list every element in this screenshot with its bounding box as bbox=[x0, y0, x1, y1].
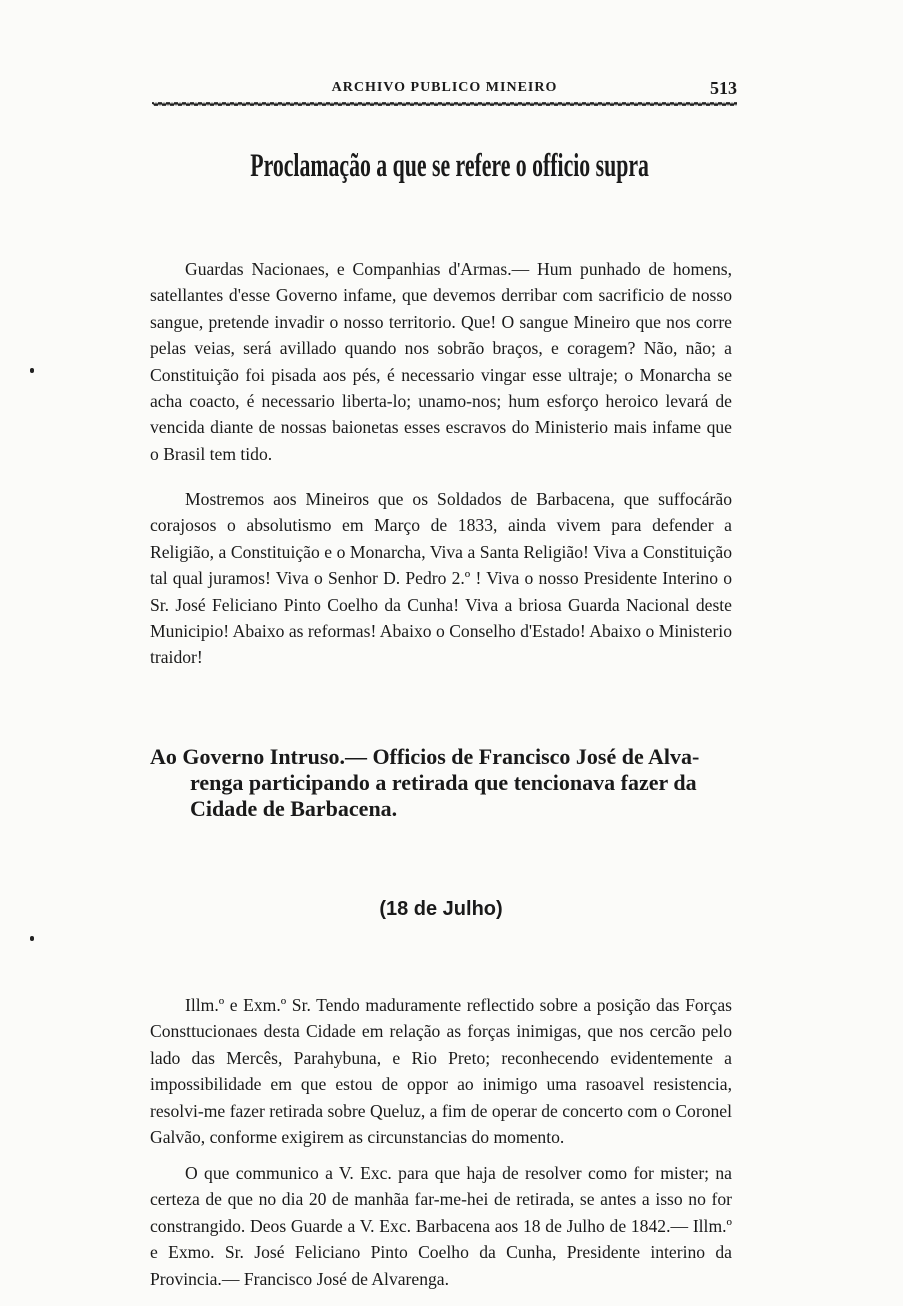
page-number: 513 bbox=[710, 78, 737, 98]
date-heading: (18 de Julho) bbox=[379, 898, 503, 920]
running-header bbox=[152, 78, 737, 102]
running-title: ARCHIVO PUBLICO MINEIRO bbox=[331, 80, 558, 95]
paragraph-text: Illm.º e Exm.º Sr. Tendo maduramente reflectido sobre a posição das Forças Consttucionaes desta Cidade em relação as forças inimigas, que nos cercão pelo lado das Mercês, Parahybuna, e Rio Preto; reconhecendo evidentemente a impossibilidade em que estou de oppor ao inimigo uma rasoavel resistencia, resolvi-me fazer retirada sobre Queluz, a fim de operar de concerto com o Coronel Galvão, conforme exigirem as circunstancias do momento. bbox=[150, 995, 732, 1148]
proclamation-paragraph-2 bbox=[150, 486, 732, 671]
header-wavy-rule bbox=[152, 100, 737, 108]
stray-ink-mark bbox=[30, 368, 34, 373]
section-heading-line-3: Cidade de Barbacena. bbox=[190, 796, 398, 821]
stray-ink-mark bbox=[30, 936, 34, 941]
section-heading bbox=[150, 744, 732, 822]
paragraph-text: Guardas Nacionaes, e Companhias d'Armas.— Hum punhado de homens, satellantes d'esse Governo infame, que devemos derribar com sacrificio de nosso sangue, pretende invadir o nosso territorio. Que! O sangue Mineiro que nos corre pelas veias, será avillado quando nos sobrão braços, e coragem? Não, não; a Constituição foi pisada aos pés, é necessario vingar esse ultraje; o Monarcha se acha coacto, é necessario liberta-lo; unamo-nos; hum esforço heroico levará de vencida diante de nossas baionetas esses escravos do Ministerio mais infame que o Brasil tem tido. bbox=[150, 259, 732, 464]
paragraph-text: Mostremos aos Mineiros que os Soldados de Barbacena, que suffocárão corajosos o absolutismo em Março de 1833, ainda vivem para defender a Religião, a Constituição e o Monarcha, Viva a Santa Religião! Viva a Constituição tal qual juramos! Viva o Senhor D. Pedro 2.º ! Viva o nosso Presidente Interino o Sr. José Feliciano Pinto Coelho da Cunha! Viva a briosa Guarda Nacional deste Municipio! Abaixo as reformas! Abaixo o Conselho d'Estado! Abaixo o Ministerio traidor! bbox=[150, 489, 732, 668]
paragraph-text: O que communico a V. Exc. para que haja de resolver como for mister; na certeza de que no dia 20 de manhãa far-me-hei de retirada, se antes a isso no for constrangido. Deos Guarde a V. Exc. Barbacena aos 18 de Julho de 1842.— Illm.º e Exmo. Sr. José Feliciano Pinto Coelho da Cunha, Presidente interino da Provincia.— Francisco José de Alvarenga. bbox=[150, 1163, 732, 1289]
letter-paragraph-2 bbox=[150, 1160, 732, 1292]
letter-paragraph-1 bbox=[150, 992, 732, 1150]
section-heading-line-2: renga participando a retirada que tencionava fazer da bbox=[190, 770, 697, 795]
proclamation-title: Proclamação a que se refere o officio supra bbox=[250, 148, 649, 184]
section-heading-line-1: Ao Governo Intruso.— Officios de Francisco José de Alva- bbox=[150, 744, 700, 769]
proclamation-paragraph-1 bbox=[150, 256, 732, 467]
